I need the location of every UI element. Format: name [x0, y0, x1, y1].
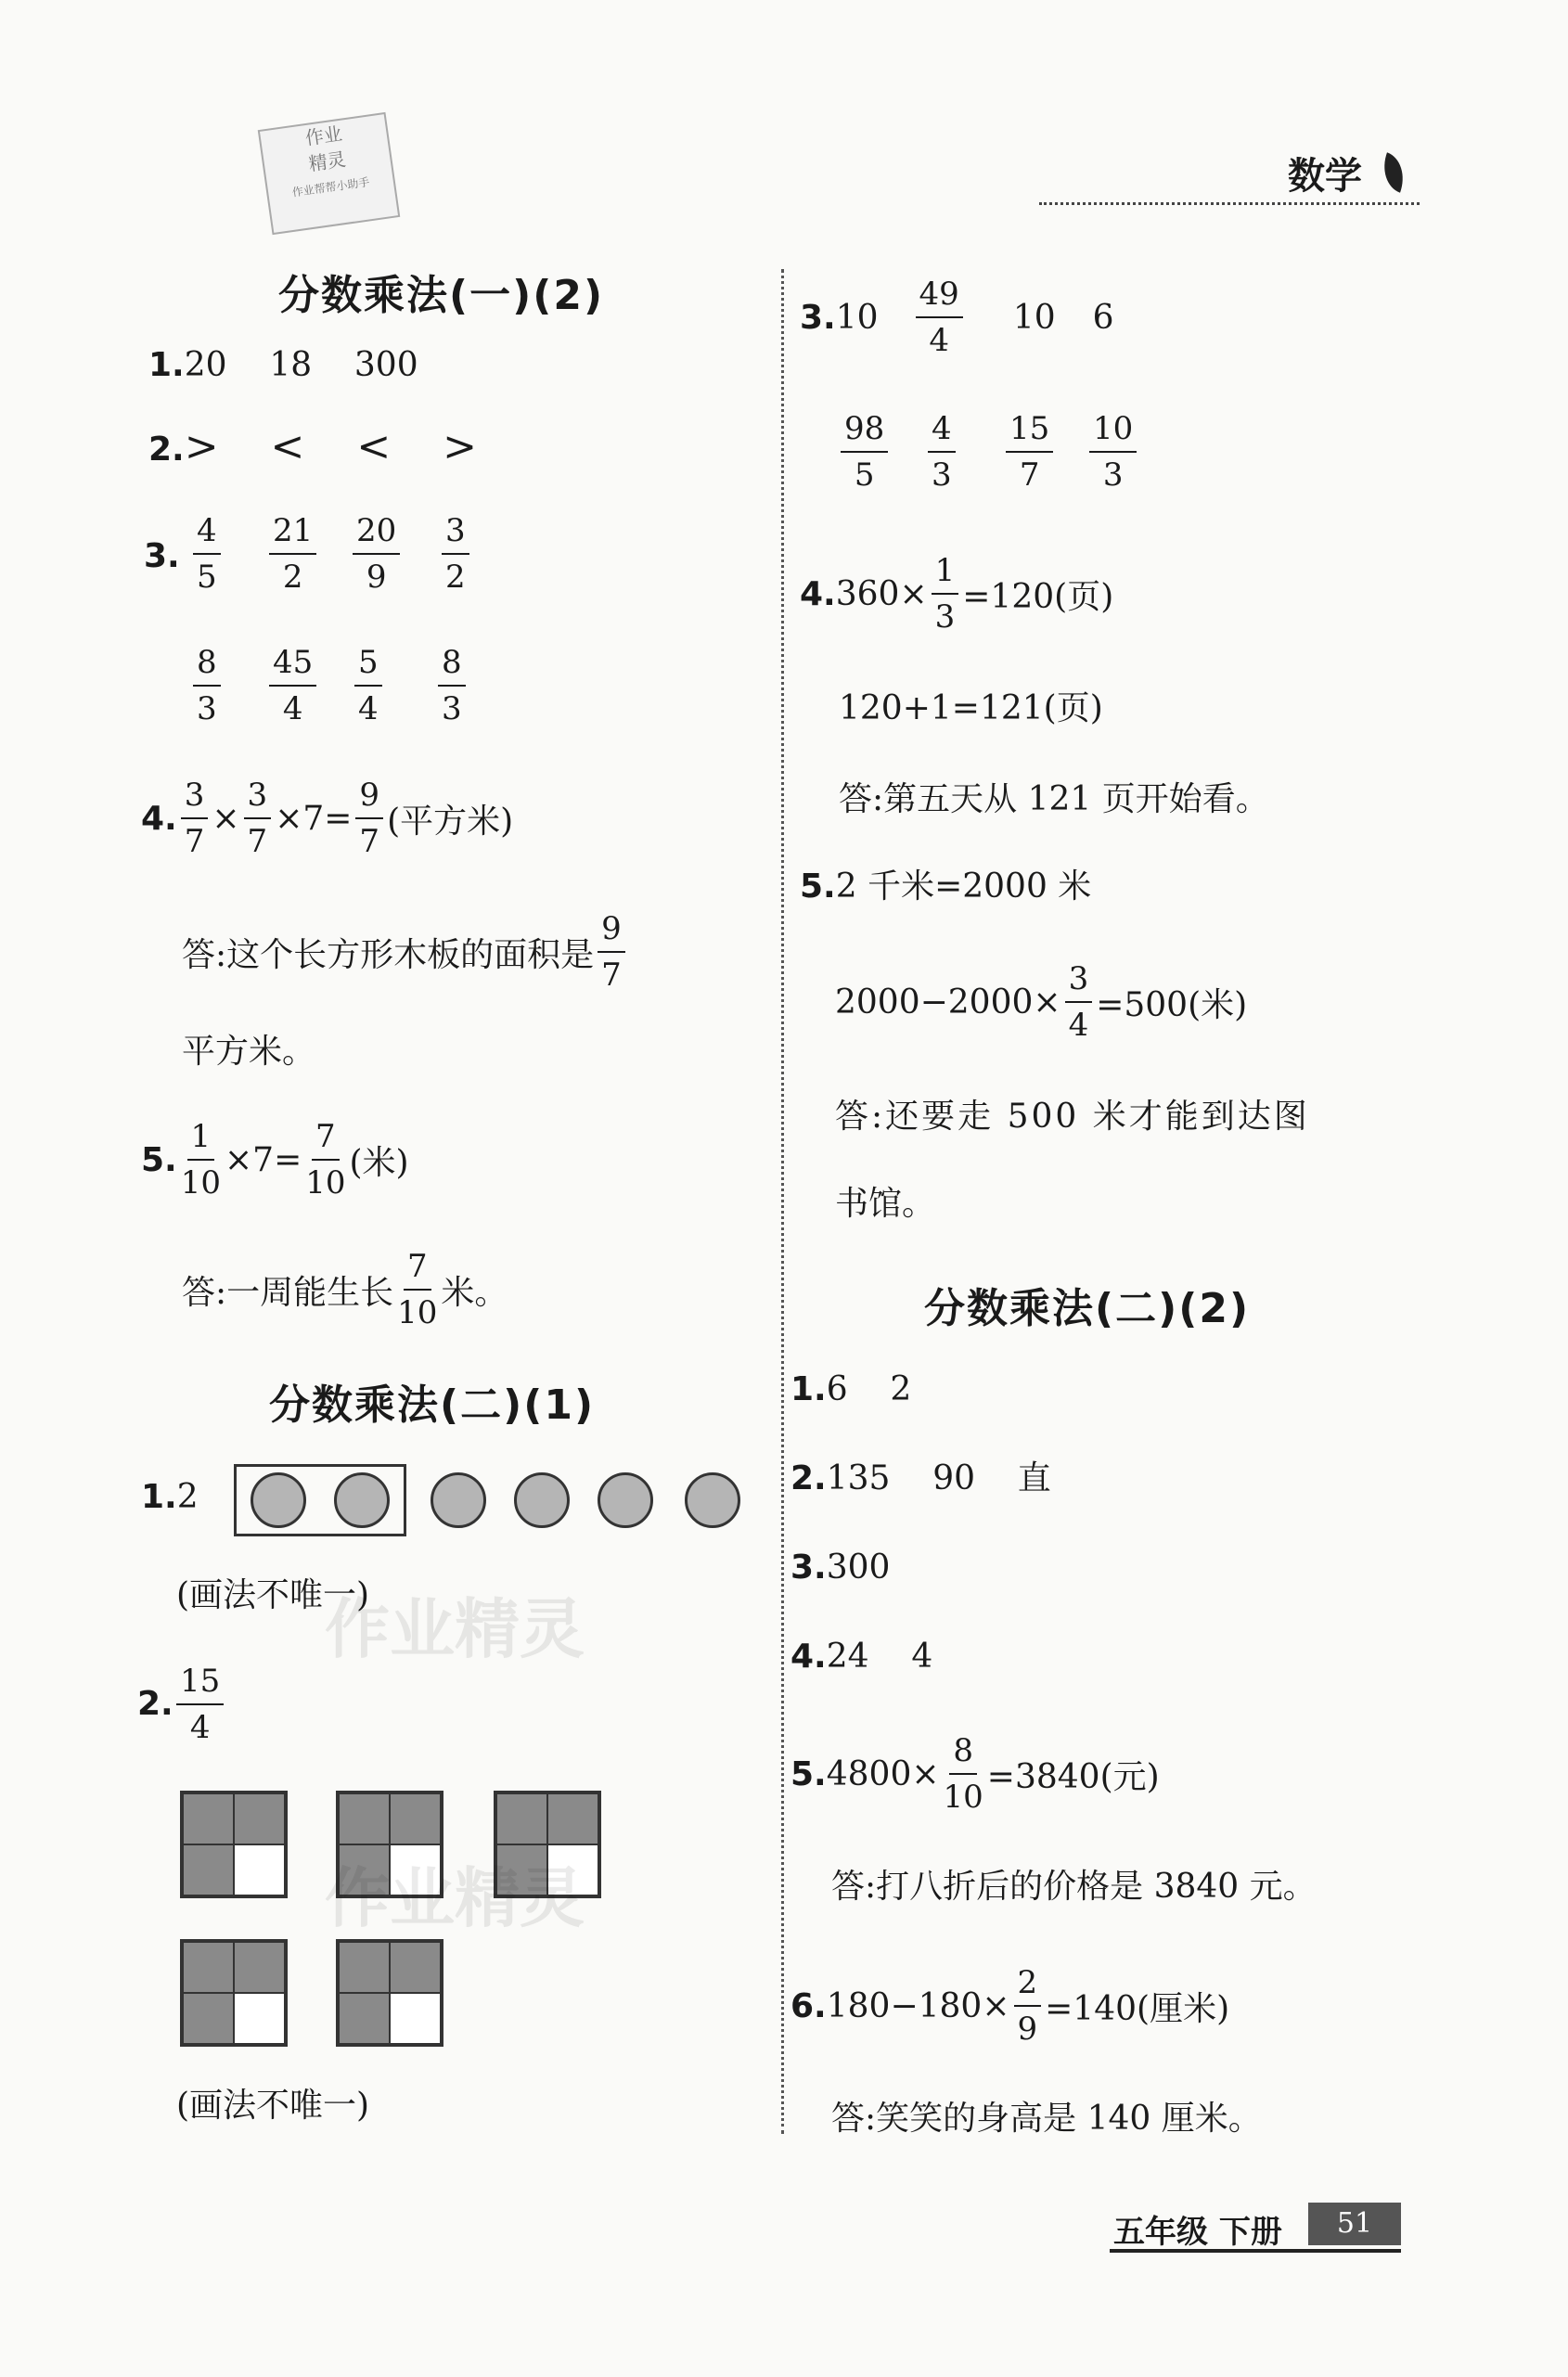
- page-number: 51: [1308, 2203, 1401, 2245]
- left-r2-number: 2.: [137, 1685, 174, 1723]
- fraction: $\frac{8}{3}$: [193, 640, 221, 731]
- circle: [431, 1472, 486, 1528]
- circle: [251, 1472, 306, 1528]
- footer-grade: 五年级 下册: [1113, 2214, 1282, 2251]
- circle: [685, 1472, 740, 1528]
- circle: [334, 1472, 390, 1528]
- footer-rule: [1110, 2249, 1401, 2253]
- subject-title: 数学: [1288, 155, 1362, 198]
- right-q5-line2: 2000−2000× $\frac{3}{4}$ =500(米): [835, 956, 1247, 1048]
- left-r1: 1.2: [141, 1478, 199, 1516]
- right-p4: 4.24 4: [790, 1638, 933, 1676]
- right-q5-answer: 答:还要走 500 米才能到达图: [835, 1098, 1310, 1136]
- left-r1-note: (画法不唯一): [176, 1576, 370, 1614]
- fraction: $\frac{5}{4}$: [354, 640, 382, 731]
- left-q4-answer: 答:这个长方形木板的面积是 $\frac{9}{7}$: [182, 906, 629, 998]
- grid-square: [180, 1791, 288, 1898]
- right-q4: 4. 360× $\frac{1}{3}$ =120(页): [800, 547, 1113, 640]
- fraction: $\frac{21}{2}$: [269, 508, 316, 599]
- section-title-1: 分数乘法(一)(2): [278, 272, 605, 319]
- fraction: $\frac{4}{5}$: [193, 508, 221, 599]
- fraction: $\frac{15}{7}$: [1006, 406, 1053, 497]
- fraction: $\frac{10}{3}$: [1089, 406, 1137, 497]
- right-q4-line2: 120+1=121(页): [839, 689, 1103, 727]
- left-q3-number: 3.: [144, 537, 180, 575]
- right-p6: 6. 180−180× $\frac{2}{9}$ =140(厘米): [790, 1959, 1229, 2052]
- left-q5-answer: 答:一周能生长 $\frac{7}{10}$ 米。: [182, 1243, 508, 1336]
- column-divider: [781, 269, 784, 2134]
- watermark: 作业精灵: [325, 1859, 585, 1936]
- right-q4-answer: 答:第五天从 121 页开始看。: [839, 780, 1269, 818]
- right-q3: 3. 10 $\frac{49}{4}$ 10 6: [800, 271, 1114, 364]
- circle: [514, 1472, 570, 1528]
- right-p5: 5. 4800× $\frac{8}{10}$ =3840(元): [790, 1728, 1160, 1820]
- fraction: $\frac{4}{3}$: [928, 406, 956, 497]
- left-r2-note: (画法不唯一): [176, 2087, 370, 2125]
- section-title-2: 分数乘法(二)(1): [269, 1381, 596, 1429]
- fraction: $\frac{45}{4}$: [269, 640, 316, 731]
- watermark: 作业精灵: [325, 1590, 585, 1667]
- header-rule: [1039, 202, 1420, 205]
- right-p1: 1.6 2: [790, 1370, 912, 1408]
- section-title-3: 分数乘法(二)(2): [924, 1285, 1251, 1332]
- leaf-icon: [1376, 152, 1412, 192]
- left-q5: 5. $\frac{1}{10}$ ×7= $\frac{7}{10}$ (米): [141, 1113, 409, 1206]
- fraction: $\frac{98}{5}$: [841, 406, 888, 497]
- left-q4-answer-cont: 平方米。: [182, 1033, 316, 1071]
- grid-square: [180, 1939, 288, 2047]
- right-q5: 5.2 千米=2000 米: [800, 867, 1092, 906]
- right-p6-answer: 答:笑笑的身高是 140 厘米。: [831, 2100, 1262, 2138]
- left-q1: 1.20 18 300: [148, 346, 418, 384]
- right-q5-answer-cont: 书馆。: [835, 1185, 936, 1223]
- fraction: $\frac{8}{3}$: [438, 640, 466, 731]
- right-p2: 2.135 90 直: [790, 1459, 1051, 1497]
- circle: [598, 1472, 653, 1528]
- left-q4: 4. $\frac{3}{7}$ × $\frac{3}{7}$ ×7= $\frac{9}{7}$ (平方米): [141, 772, 513, 865]
- right-p5-answer: 答:打八折后的价格是 3840 元。: [831, 1868, 1317, 1906]
- grid-square: [336, 1939, 443, 2047]
- left-q2: 2.> < < >: [148, 423, 478, 470]
- stamp-logo: 作业 精灵 作业帮帮小助手: [258, 112, 401, 235]
- right-p3: 3.300: [790, 1548, 891, 1587]
- fraction: $\frac{15}{4}$: [176, 1659, 224, 1750]
- fraction: $\frac{3}{2}$: [442, 508, 469, 599]
- fraction: $\frac{20}{9}$: [353, 508, 400, 599]
